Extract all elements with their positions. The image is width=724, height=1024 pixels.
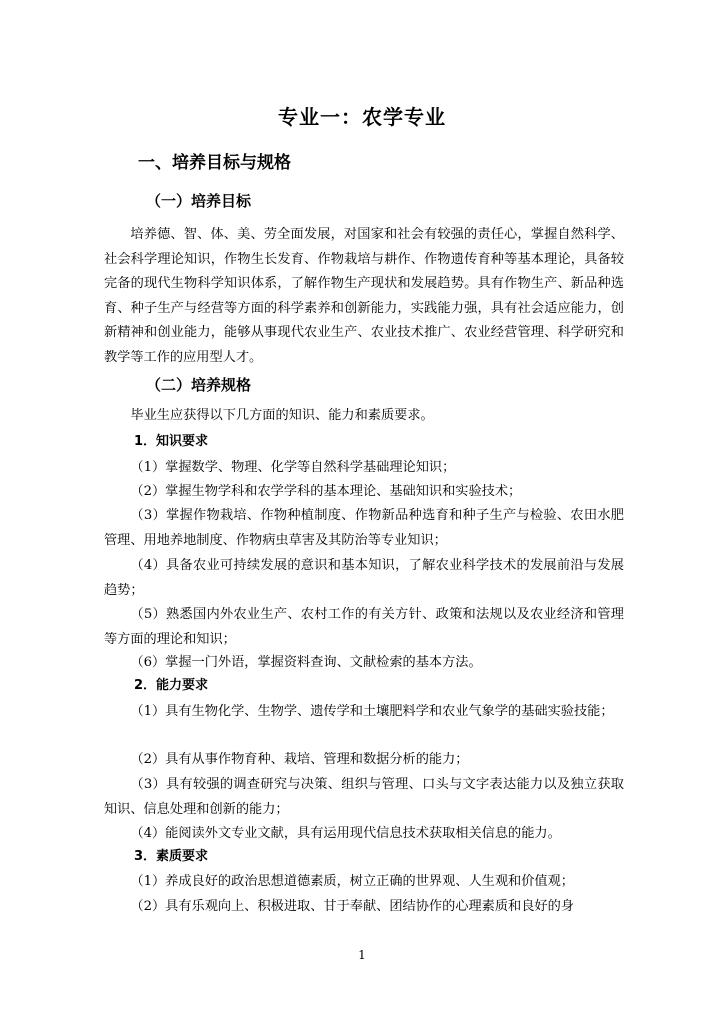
subsection-heading-objectives: （一）培养目标: [146, 192, 252, 210]
ability-item: （4）能阅读外文专业文献，具有运用现代信息技术获取相关信息的能力。: [130, 826, 561, 841]
section-heading-1: 一、培养目标与规格: [138, 153, 291, 173]
knowledge-item: （3）掌握作物栽培、作物种植制度、作物新品种选育和种子生产与检验、农田水肥管理、用地养地制度、作物病虫草害及其防治等专业知识；: [104, 508, 624, 548]
quality-item: （2）具有乐观向上、积极进取、甘于奉献、团结协作的心理素质和良好的身: [130, 899, 574, 914]
page-title: 专业一：农学专业: [278, 105, 446, 129]
quality-heading: 3．素质要求: [134, 849, 209, 864]
page-number: 1: [358, 948, 366, 962]
ability-item: （2）具有从事作物育种、栽培、管理和数据分析的能力；: [130, 752, 469, 767]
knowledge-item: （2）掌握生物学科和农学学科的基本理论、基础知识和实验技术；: [130, 484, 522, 499]
subsection-heading-specifications: （二）培养规格: [146, 376, 252, 394]
knowledge-item: （5）熟悉国内外农业生产、农村工作的有关方针、政策和法规以及农业经济和管理等方面的理论和知识；: [104, 607, 624, 647]
knowledge-heading: 1．知识要求: [134, 434, 209, 449]
knowledge-item: （6）掌握一门外语，掌握资料查询、文献检索的基本方法。: [130, 655, 482, 670]
knowledge-item: （4）具备农业可持续发展的意识和基本知识，了解农业科学技术的发展前沿与发展趋势；: [104, 558, 624, 598]
specifications-intro: 毕业生应获得以下几方面的知识、能力和素质要求。: [130, 408, 434, 423]
ability-item: （1）具有生物化学、生物学、遗传学和土壤肥料学和农业气象学的基础实验技能；: [130, 704, 614, 719]
knowledge-item: （1）掌握数学、物理、化学等自然科学基础理论知识；: [130, 460, 456, 475]
ability-heading: 2．能力要求: [134, 678, 209, 693]
quality-item: （1）养成良好的政治思想道德素质，树立正确的世界观、人生观和价值观；: [130, 874, 574, 889]
ability-item: （3）具有较强的调查研究与决策、组织与管理、口头与文字表达能力以及独立获取知识、信息处理和创新的能力；: [104, 777, 624, 817]
objectives-paragraph: 培养德、智、体、美、劳全面发展，对国家和社会有较强的责任心，掌握自然科学、社会科学理论知识，作物生长发育、作物栽培与耕作、作物遗传育种等基本理论，具备较完备的现代生物科学知识体系，了解作物生产现状和发展趋势。具有作物生产、新品种选育、种子生产与经营等方面的科学素养和创新能力，实践能力强，具有社会适应能力，创新精神和创业能力，能够从事现代农业生产、农业技术推广、农业经营管理、科学研究和教学等工作的应用型人才。: [104, 227, 624, 365]
